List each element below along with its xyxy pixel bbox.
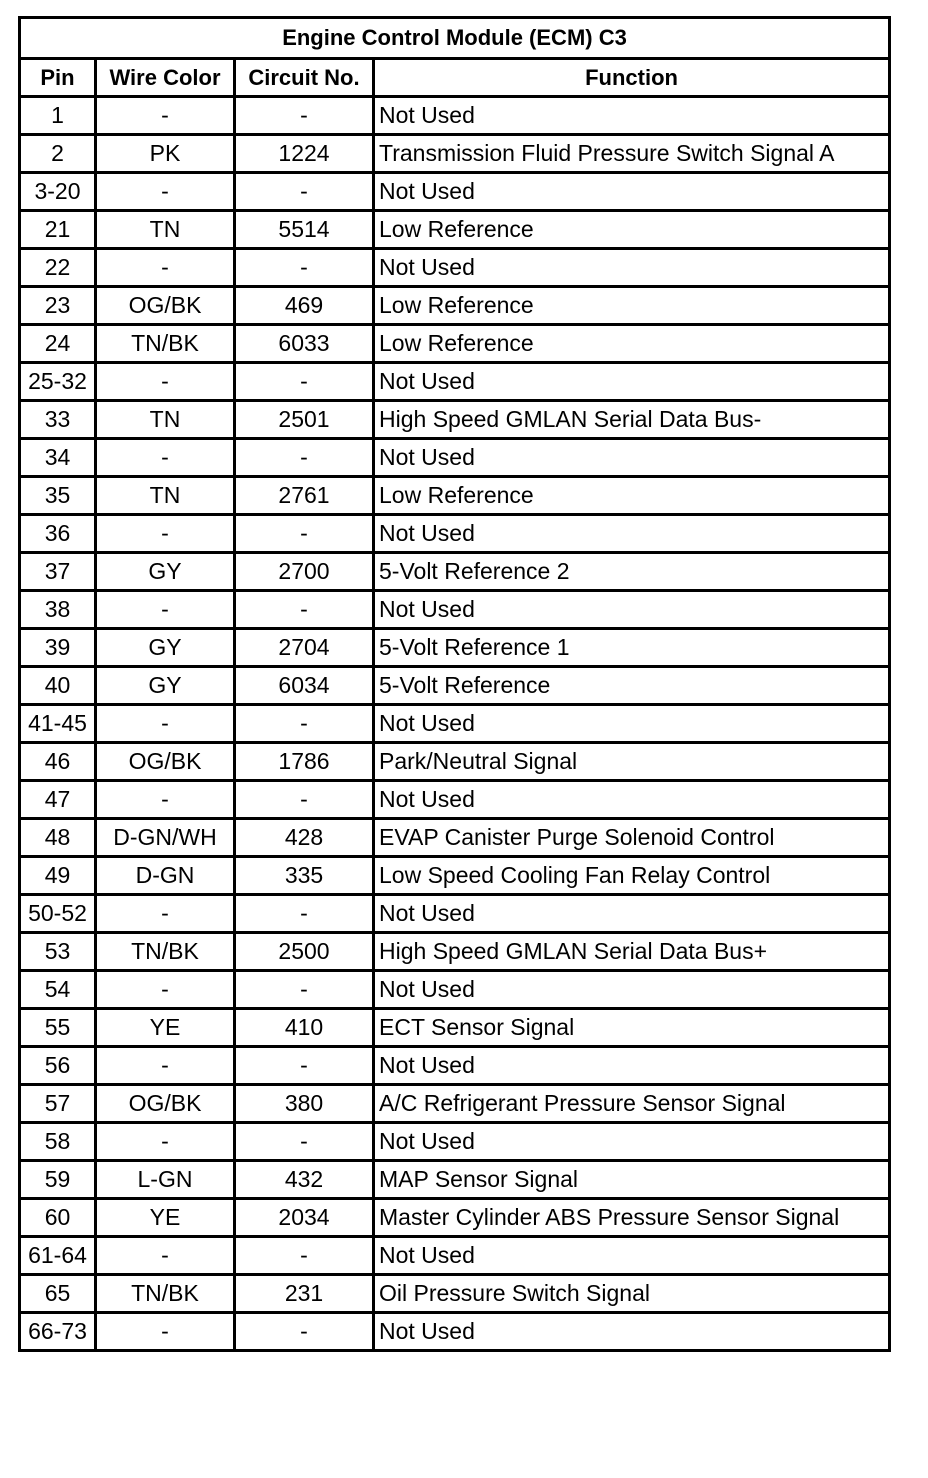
pin-cell: 59 xyxy=(20,1161,96,1199)
circuit-number-cell: 2704 xyxy=(235,629,374,667)
wire-color-cell: GY xyxy=(96,667,235,705)
circuit-number-cell: 2501 xyxy=(235,401,374,439)
function-cell: Not Used xyxy=(374,515,890,553)
table-row xyxy=(20,1085,890,1123)
wire-color-cell: GY xyxy=(96,629,235,667)
function-cell: Not Used xyxy=(374,971,890,1009)
function-cell: Master Cylinder ABS Pressure Sensor Signal xyxy=(374,1199,890,1237)
wire-color-cell: - xyxy=(96,591,235,629)
circuit-number-cell: - xyxy=(235,97,374,135)
table-row xyxy=(20,857,890,895)
wire-color-cell: TN/BK xyxy=(96,1275,235,1313)
wire-color-cell: - xyxy=(96,1123,235,1161)
wire-color-cell: - xyxy=(96,1047,235,1085)
table-row xyxy=(20,477,890,515)
circuit-number-cell: - xyxy=(235,249,374,287)
table-row xyxy=(20,819,890,857)
table-row xyxy=(20,1275,890,1313)
table-row xyxy=(20,1161,890,1199)
circuit-number-cell: - xyxy=(235,515,374,553)
pin-cell: 25-32 xyxy=(20,363,96,401)
table-row xyxy=(20,1313,890,1351)
function-cell: Not Used xyxy=(374,705,890,743)
function-cell: Oil Pressure Switch Signal xyxy=(374,1275,890,1313)
connector-pinout-table xyxy=(18,16,891,1352)
function-cell: Low Reference xyxy=(374,477,890,515)
wire-color-cell: TN xyxy=(96,211,235,249)
function-cell: Not Used xyxy=(374,173,890,211)
pin-cell: 2 xyxy=(20,135,96,173)
table-row xyxy=(20,173,890,211)
pin-cell: 36 xyxy=(20,515,96,553)
function-cell: EVAP Canister Purge Solenoid Control xyxy=(374,819,890,857)
table-row xyxy=(20,971,890,1009)
function-cell: Not Used xyxy=(374,439,890,477)
pin-cell: 35 xyxy=(20,477,96,515)
wire-color-cell: TN xyxy=(96,401,235,439)
pin-cell: 49 xyxy=(20,857,96,895)
circuit-number-cell: 6034 xyxy=(235,667,374,705)
table-row xyxy=(20,249,890,287)
header-row xyxy=(20,59,890,97)
pin-cell: 22 xyxy=(20,249,96,287)
circuit-number-cell: 231 xyxy=(235,1275,374,1313)
wire-color-cell: YE xyxy=(96,1199,235,1237)
pin-cell: 38 xyxy=(20,591,96,629)
function-cell: Not Used xyxy=(374,1313,890,1351)
circuit-number-cell: 2034 xyxy=(235,1199,374,1237)
circuit-number-cell: 2500 xyxy=(235,933,374,971)
pin-cell: 40 xyxy=(20,667,96,705)
pin-cell: 54 xyxy=(20,971,96,1009)
function-cell: Not Used xyxy=(374,363,890,401)
wire-color-cell: - xyxy=(96,439,235,477)
pin-cell: 65 xyxy=(20,1275,96,1313)
function-cell: Not Used xyxy=(374,781,890,819)
title-row xyxy=(20,18,890,59)
function-cell: Park/Neutral Signal xyxy=(374,743,890,781)
table-row xyxy=(20,401,890,439)
pin-cell: 39 xyxy=(20,629,96,667)
function-cell: Transmission Fluid Pressure Switch Signal A xyxy=(374,135,890,173)
wire-color-cell: - xyxy=(96,249,235,287)
pin-cell: 50-52 xyxy=(20,895,96,933)
table-row xyxy=(20,1237,890,1275)
function-cell: A/C Refrigerant Pressure Sensor Signal xyxy=(374,1085,890,1123)
circuit-number-cell: 469 xyxy=(235,287,374,325)
table-row xyxy=(20,211,890,249)
pin-cell: 47 xyxy=(20,781,96,819)
header-wire-color: Wire Color xyxy=(96,59,235,97)
table-row xyxy=(20,363,890,401)
circuit-number-cell: 2761 xyxy=(235,477,374,515)
pin-cell: 61-64 xyxy=(20,1237,96,1275)
circuit-number-cell: - xyxy=(235,173,374,211)
pin-cell: 58 xyxy=(20,1123,96,1161)
table-row xyxy=(20,439,890,477)
table-row xyxy=(20,97,890,135)
function-cell: Not Used xyxy=(374,1047,890,1085)
wire-color-cell: OG/BK xyxy=(96,1085,235,1123)
circuit-number-cell: 380 xyxy=(235,1085,374,1123)
circuit-number-cell: 1224 xyxy=(235,135,374,173)
circuit-number-cell: 410 xyxy=(235,1009,374,1047)
wire-color-cell: - xyxy=(96,515,235,553)
function-cell: High Speed GMLAN Serial Data Bus- xyxy=(374,401,890,439)
header-pin: Pin xyxy=(20,59,96,97)
circuit-number-cell: 2700 xyxy=(235,553,374,591)
function-cell: Low Speed Cooling Fan Relay Control xyxy=(374,857,890,895)
circuit-number-cell: - xyxy=(235,781,374,819)
circuit-number-cell: - xyxy=(235,1313,374,1351)
table-row xyxy=(20,667,890,705)
circuit-number-cell: - xyxy=(235,439,374,477)
circuit-number-cell: - xyxy=(235,1047,374,1085)
table-row xyxy=(20,287,890,325)
circuit-number-cell: 432 xyxy=(235,1161,374,1199)
pin-cell: 60 xyxy=(20,1199,96,1237)
circuit-number-cell: - xyxy=(235,1237,374,1275)
table-row xyxy=(20,629,890,667)
pin-cell: 41-45 xyxy=(20,705,96,743)
table-row xyxy=(20,515,890,553)
pin-cell: 24 xyxy=(20,325,96,363)
circuit-number-cell: - xyxy=(235,1123,374,1161)
wire-color-cell: - xyxy=(96,363,235,401)
table-row xyxy=(20,553,890,591)
wire-color-cell: TN/BK xyxy=(96,933,235,971)
table-row xyxy=(20,895,890,933)
wire-color-cell: D-GN xyxy=(96,857,235,895)
header-function: Function xyxy=(374,59,890,97)
function-cell: 5-Volt Reference xyxy=(374,667,890,705)
wire-color-cell: - xyxy=(96,705,235,743)
table-title: Engine Control Module (ECM) C3 xyxy=(20,18,890,59)
wire-color-cell: - xyxy=(96,971,235,1009)
circuit-number-cell: 1786 xyxy=(235,743,374,781)
table-row xyxy=(20,705,890,743)
function-cell: MAP Sensor Signal xyxy=(374,1161,890,1199)
pin-cell: 66-73 xyxy=(20,1313,96,1351)
circuit-number-cell: 335 xyxy=(235,857,374,895)
function-cell: Low Reference xyxy=(374,325,890,363)
circuit-number-cell: - xyxy=(235,591,374,629)
wire-color-cell: - xyxy=(96,97,235,135)
wire-color-cell: PK xyxy=(96,135,235,173)
pin-cell: 55 xyxy=(20,1009,96,1047)
circuit-number-cell: 6033 xyxy=(235,325,374,363)
function-cell: Not Used xyxy=(374,97,890,135)
circuit-number-cell: - xyxy=(235,895,374,933)
circuit-number-cell: - xyxy=(235,971,374,1009)
wire-color-cell: L-GN xyxy=(96,1161,235,1199)
pin-cell: 53 xyxy=(20,933,96,971)
pin-cell: 33 xyxy=(20,401,96,439)
pin-cell: 56 xyxy=(20,1047,96,1085)
function-cell: Low Reference xyxy=(374,287,890,325)
function-cell: 5-Volt Reference 2 xyxy=(374,553,890,591)
pin-cell: 21 xyxy=(20,211,96,249)
wire-color-cell: - xyxy=(96,1313,235,1351)
table-row xyxy=(20,781,890,819)
function-cell: Not Used xyxy=(374,1123,890,1161)
function-cell: Not Used xyxy=(374,249,890,287)
circuit-number-cell: 428 xyxy=(235,819,374,857)
table-row xyxy=(20,135,890,173)
circuit-number-cell: 5514 xyxy=(235,211,374,249)
pin-cell: 48 xyxy=(20,819,96,857)
function-cell: Low Reference xyxy=(374,211,890,249)
table-row xyxy=(20,933,890,971)
function-cell: 5-Volt Reference 1 xyxy=(374,629,890,667)
function-cell: Not Used xyxy=(374,1237,890,1275)
pin-cell: 23 xyxy=(20,287,96,325)
header-circuit-number: Circuit No. xyxy=(235,59,374,97)
wire-color-cell: TN xyxy=(96,477,235,515)
circuit-number-cell: - xyxy=(235,705,374,743)
table-row xyxy=(20,1009,890,1047)
table-row xyxy=(20,1047,890,1085)
function-cell: Not Used xyxy=(374,895,890,933)
table-row xyxy=(20,325,890,363)
pin-cell: 46 xyxy=(20,743,96,781)
pin-cell: 3-20 xyxy=(20,173,96,211)
table-row xyxy=(20,743,890,781)
pin-cell: 1 xyxy=(20,97,96,135)
wire-color-cell: GY xyxy=(96,553,235,591)
wire-color-cell: - xyxy=(96,173,235,211)
table-row xyxy=(20,1123,890,1161)
wire-color-cell: TN/BK xyxy=(96,325,235,363)
wire-color-cell: YE xyxy=(96,1009,235,1047)
wire-color-cell: OG/BK xyxy=(96,743,235,781)
table-body xyxy=(20,97,890,1351)
function-cell: ECT Sensor Signal xyxy=(374,1009,890,1047)
wire-color-cell: - xyxy=(96,781,235,819)
wire-color-cell: - xyxy=(96,1237,235,1275)
function-cell: High Speed GMLAN Serial Data Bus+ xyxy=(374,933,890,971)
table-row xyxy=(20,591,890,629)
circuit-number-cell: - xyxy=(235,363,374,401)
function-cell: Not Used xyxy=(374,591,890,629)
wire-color-cell: - xyxy=(96,895,235,933)
pin-cell: 34 xyxy=(20,439,96,477)
pin-cell: 57 xyxy=(20,1085,96,1123)
pin-cell: 37 xyxy=(20,553,96,591)
table-row xyxy=(20,1199,890,1237)
wire-color-cell: OG/BK xyxy=(96,287,235,325)
wire-color-cell: D-GN/WH xyxy=(96,819,235,857)
